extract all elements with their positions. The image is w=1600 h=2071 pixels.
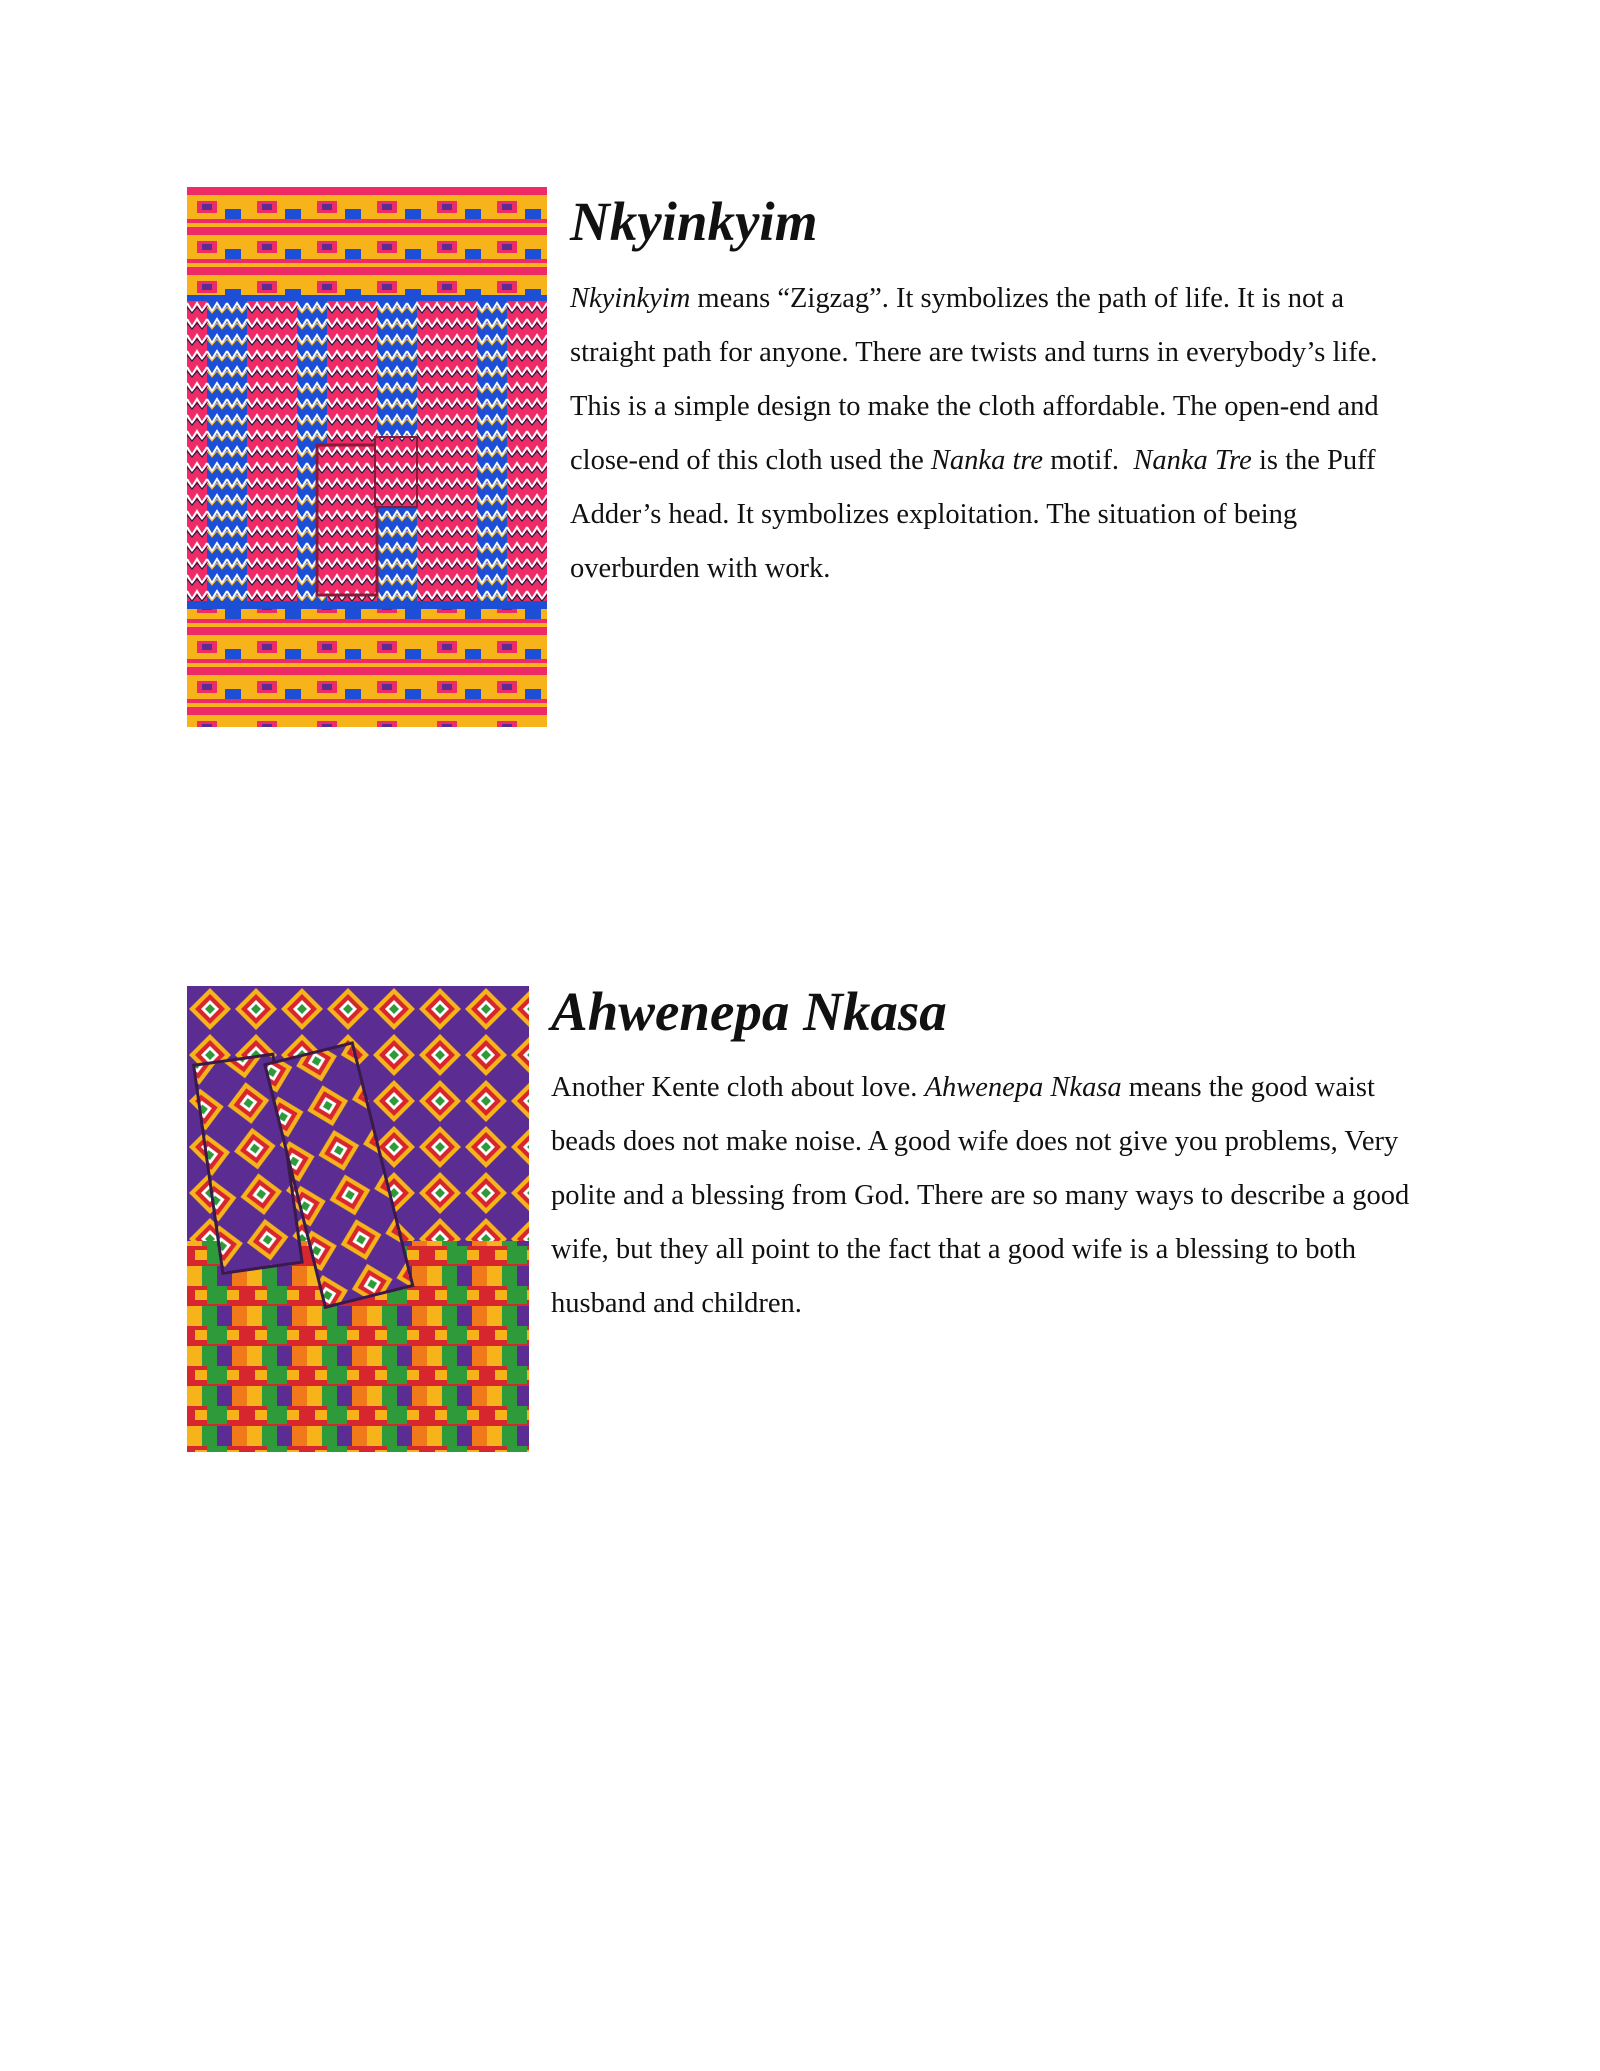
nkyinkyim-kente-pattern xyxy=(187,187,547,727)
ahwenepa-nkasa-kente-pattern xyxy=(187,986,529,1452)
ahwenepa-nkasa-description xyxy=(551,1061,1411,1331)
nkyinkyim-term: Nkyinkyim xyxy=(570,283,691,314)
nkyinkyim-kente-image xyxy=(187,187,547,727)
nanka-tre-term: Nanka tre xyxy=(930,445,1044,476)
nkyinkyim-text-3: is the Puff Adder’s head. It symbolizes exploitation. The situation of being overburden with work. xyxy=(570,445,1376,584)
nanka-tre-term-2: Nanka Tre xyxy=(1133,445,1252,476)
ahwenepa-nkasa-kente-image xyxy=(187,986,529,1452)
nkyinkyim-description xyxy=(570,272,1420,596)
ahwenepa-text-2: means the good waist beads does not make noise. A good wife does not give you problems, Very polite and a blessing from God. There are so many ways to describe a good wife, but they all point to the fact that a good wife is a blessing to both husband and children. xyxy=(551,1072,1410,1319)
ahwenepa-nkasa-term: Ahwenepa Nkasa xyxy=(924,1072,1122,1103)
nkyinkyim-title: Nkyinkyim xyxy=(570,191,818,252)
ahwenepa-nkasa-title: Ahwenepa Nkasa xyxy=(551,981,947,1042)
nkyinkyim-text-1: means “Zigzag”. It symbolizes the path of life. It is not a straight path for anyone. There are twists and turns in everybody’s life. This is a simple design to make the cloth affordable. The open-end and close-end of this cloth used the xyxy=(570,283,1379,476)
nkyinkyim-text-2: motif. xyxy=(1043,445,1134,476)
ahwenepa-text-1: Another Kente cloth about love. xyxy=(551,1072,925,1103)
